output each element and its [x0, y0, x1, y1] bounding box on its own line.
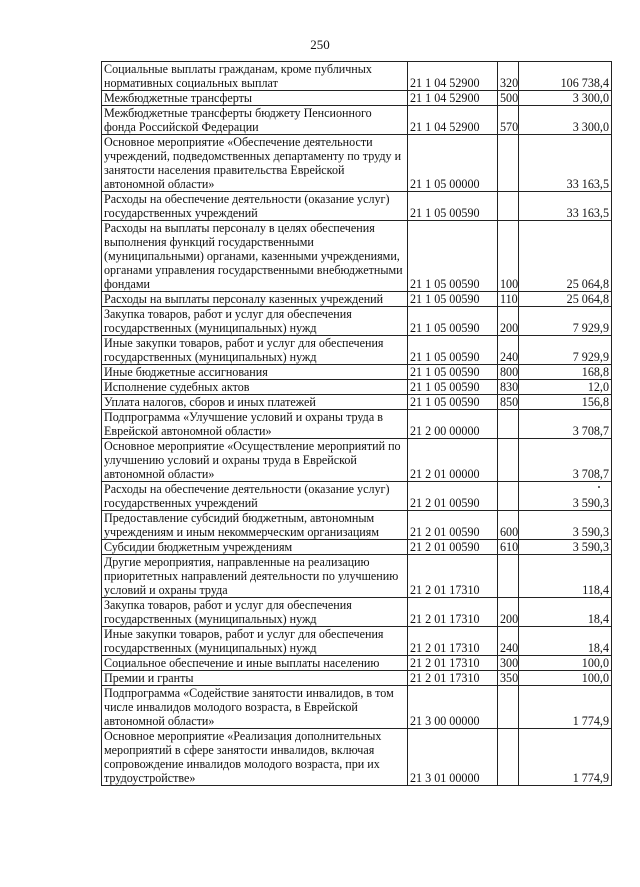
row-expense-type-cell	[498, 555, 519, 598]
row-expense-type-cell: 800	[498, 365, 519, 380]
row-name-cell: Другие мероприятия, направленные на реализацию приоритетных направлений деятельности по улучшению условий и охраны труда	[102, 555, 408, 598]
table-row	[102, 439, 612, 482]
row-amount-cell: 25 064,8	[519, 292, 612, 307]
row-amount-cell: 33 163,5	[519, 192, 612, 221]
row-amount-cell: 3 708,7	[519, 410, 612, 439]
table-row	[102, 62, 612, 91]
row-name-cell: Иные бюджетные ассигнования	[102, 365, 408, 380]
table-row	[102, 686, 612, 729]
table-row	[102, 410, 612, 439]
table-row	[102, 598, 612, 627]
row-amount-cell: 3 300,0	[519, 91, 612, 106]
row-expense-type-cell: 110	[498, 292, 519, 307]
row-expense-type-cell: 600	[498, 511, 519, 540]
row-name-cell: Субсидии бюджетным учреждениям	[102, 540, 408, 555]
table-row	[102, 91, 612, 106]
row-code-cell: 21 1 05 00000	[408, 135, 498, 192]
row-expense-type-cell: 570	[498, 106, 519, 135]
row-expense-type-cell	[498, 192, 519, 221]
table-row	[102, 135, 612, 192]
row-code-cell: 21 1 05 00590	[408, 395, 498, 410]
table-row	[102, 292, 612, 307]
row-amount-cell: 1 774,9	[519, 686, 612, 729]
row-code-cell: 21 2 01 17310	[408, 671, 498, 686]
row-name-cell: Основное мероприятие «Реализация дополнительных мероприятий в сфере занятости инвалидов, включая сопровождение инвалидов молодого возраста, при их трудоустройстве»	[102, 729, 408, 786]
table-row	[102, 307, 612, 336]
row-code-cell: 21 1 05 00590	[408, 221, 498, 292]
row-code-cell: 21 1 05 00590	[408, 292, 498, 307]
table-row	[102, 192, 612, 221]
row-name-cell: Иные закупки товаров, работ и услуг для обеспечения государственных (муниципальных) нужд	[102, 336, 408, 365]
row-code-cell: 21 1 05 00590	[408, 380, 498, 395]
row-name-cell: Предоставление субсидий бюджетным, автономным учреждениям и иным некоммерческим организациям	[102, 511, 408, 540]
row-expense-type-cell	[498, 135, 519, 192]
row-code-cell: 21 1 04 52900	[408, 91, 498, 106]
stray-mark	[598, 486, 600, 488]
row-name-cell: Межбюджетные трансферты бюджету Пенсионного фонда Российской Федерации	[102, 106, 408, 135]
table-row	[102, 627, 612, 656]
row-amount-cell: 25 064,8	[519, 221, 612, 292]
row-name-cell: Основное мероприятие «Осуществление мероприятий по улучшению условий и охраны труда в Еврейской автономной области»	[102, 439, 408, 482]
table-row	[102, 656, 612, 671]
row-code-cell: 21 1 05 00590	[408, 365, 498, 380]
row-expense-type-cell: 240	[498, 336, 519, 365]
row-name-cell: Основное мероприятие «Обеспечение деятельности учреждений, подведомственных департаменту по труду и занятости населения правительства Еврейской автономной области»	[102, 135, 408, 192]
row-expense-type-cell	[498, 482, 519, 511]
row-code-cell: 21 3 00 00000	[408, 686, 498, 729]
row-code-cell: 21 2 01 00590	[408, 482, 498, 511]
table-row	[102, 671, 612, 686]
table-row	[102, 336, 612, 365]
row-name-cell: Иные закупки товаров, работ и услуг для обеспечения государственных (муниципальных) нужд	[102, 627, 408, 656]
row-amount-cell: 7 929,9	[519, 307, 612, 336]
row-name-cell: Исполнение судебных актов	[102, 380, 408, 395]
row-expense-type-cell: 240	[498, 627, 519, 656]
row-code-cell: 21 1 04 52900	[408, 62, 498, 91]
table-row	[102, 540, 612, 555]
row-name-cell: Расходы на обеспечение деятельности (оказание услуг) государственных учреждений	[102, 192, 408, 221]
table-row	[102, 511, 612, 540]
row-amount-cell: 156,8	[519, 395, 612, 410]
page-number: 250	[310, 37, 330, 52]
row-name-cell: Уплата налогов, сборов и иных платежей	[102, 395, 408, 410]
budget-table-body	[102, 62, 612, 786]
table-row	[102, 106, 612, 135]
row-code-cell: 21 1 04 52900	[408, 106, 498, 135]
row-amount-cell: 18,4	[519, 598, 612, 627]
row-amount-cell: 3 708,7	[519, 439, 612, 482]
row-name-cell: Расходы на выплаты персоналу в целях обеспечения выполнения функций государственными (муниципальными) органами, казенными учреждениями, органами управления государственными внебюджетными фондами	[102, 221, 408, 292]
row-amount-cell: 118,4	[519, 555, 612, 598]
row-expense-type-cell: 320	[498, 62, 519, 91]
row-amount-cell: 106 738,4	[519, 62, 612, 91]
row-expense-type-cell: 300	[498, 656, 519, 671]
row-expense-type-cell	[498, 729, 519, 786]
table-row	[102, 395, 612, 410]
row-code-cell: 21 2 01 00590	[408, 511, 498, 540]
row-code-cell: 21 3 01 00000	[408, 729, 498, 786]
row-amount-cell: 1 774,9	[519, 729, 612, 786]
row-name-cell: Закупка товаров, работ и услуг для обеспечения государственных (муниципальных) нужд	[102, 307, 408, 336]
row-expense-type-cell: 610	[498, 540, 519, 555]
row-code-cell: 21 2 01 00590	[408, 540, 498, 555]
table-row	[102, 365, 612, 380]
row-code-cell: 21 2 01 17310	[408, 627, 498, 656]
row-code-cell: 21 1 05 00590	[408, 336, 498, 365]
row-expense-type-cell	[498, 439, 519, 482]
row-code-cell: 21 2 00 00000	[408, 410, 498, 439]
table-row	[102, 221, 612, 292]
row-code-cell: 21 1 05 00590	[408, 192, 498, 221]
row-name-cell: Межбюджетные трансферты	[102, 91, 408, 106]
row-amount-cell: 3 300,0	[519, 106, 612, 135]
row-name-cell: Премии и гранты	[102, 671, 408, 686]
row-name-cell: Подпрограмма «Улучшение условий и охраны труда в Еврейской автономной области»	[102, 410, 408, 439]
table-row	[102, 729, 612, 786]
row-expense-type-cell: 200	[498, 307, 519, 336]
row-expense-type-cell: 830	[498, 380, 519, 395]
row-name-cell: Закупка товаров, работ и услуг для обеспечения государственных (муниципальных) нужд	[102, 598, 408, 627]
row-expense-type-cell: 500	[498, 91, 519, 106]
row-amount-cell: 3 590,3	[519, 482, 612, 511]
row-code-cell: 21 1 05 00590	[408, 307, 498, 336]
row-amount-cell: 168,8	[519, 365, 612, 380]
row-amount-cell: 7 929,9	[519, 336, 612, 365]
row-name-cell: Расходы на выплаты персоналу казенных учреждений	[102, 292, 408, 307]
row-expense-type-cell: 200	[498, 598, 519, 627]
row-amount-cell: 18,4	[519, 627, 612, 656]
table-row	[102, 482, 612, 511]
row-name-cell: Расходы на обеспечение деятельности (оказание услуг) государственных учреждений	[102, 482, 408, 511]
row-name-cell: Социальные выплаты гражданам, кроме публичных нормативных социальных выплат	[102, 62, 408, 91]
row-code-cell: 21 2 01 17310	[408, 598, 498, 627]
row-name-cell: Социальное обеспечение и иные выплаты населению	[102, 656, 408, 671]
row-amount-cell: 12,0	[519, 380, 612, 395]
row-expense-type-cell	[498, 686, 519, 729]
row-code-cell: 21 2 01 17310	[408, 656, 498, 671]
row-amount-cell: 100,0	[519, 656, 612, 671]
table-row	[102, 380, 612, 395]
row-expense-type-cell: 350	[498, 671, 519, 686]
row-code-cell: 21 2 01 00000	[408, 439, 498, 482]
table-row	[102, 555, 612, 598]
row-amount-cell: 3 590,3	[519, 511, 612, 540]
budget-table	[101, 61, 612, 786]
row-amount-cell: 100,0	[519, 671, 612, 686]
row-name-cell: Подпрограмма «Содействие занятости инвалидов, в том числе инвалидов молодого возраста, в Еврейской автономной области»	[102, 686, 408, 729]
row-expense-type-cell: 850	[498, 395, 519, 410]
row-expense-type-cell	[498, 410, 519, 439]
row-amount-cell: 33 163,5	[519, 135, 612, 192]
row-expense-type-cell: 100	[498, 221, 519, 292]
row-amount-cell: 3 590,3	[519, 540, 612, 555]
row-code-cell: 21 2 01 17310	[408, 555, 498, 598]
